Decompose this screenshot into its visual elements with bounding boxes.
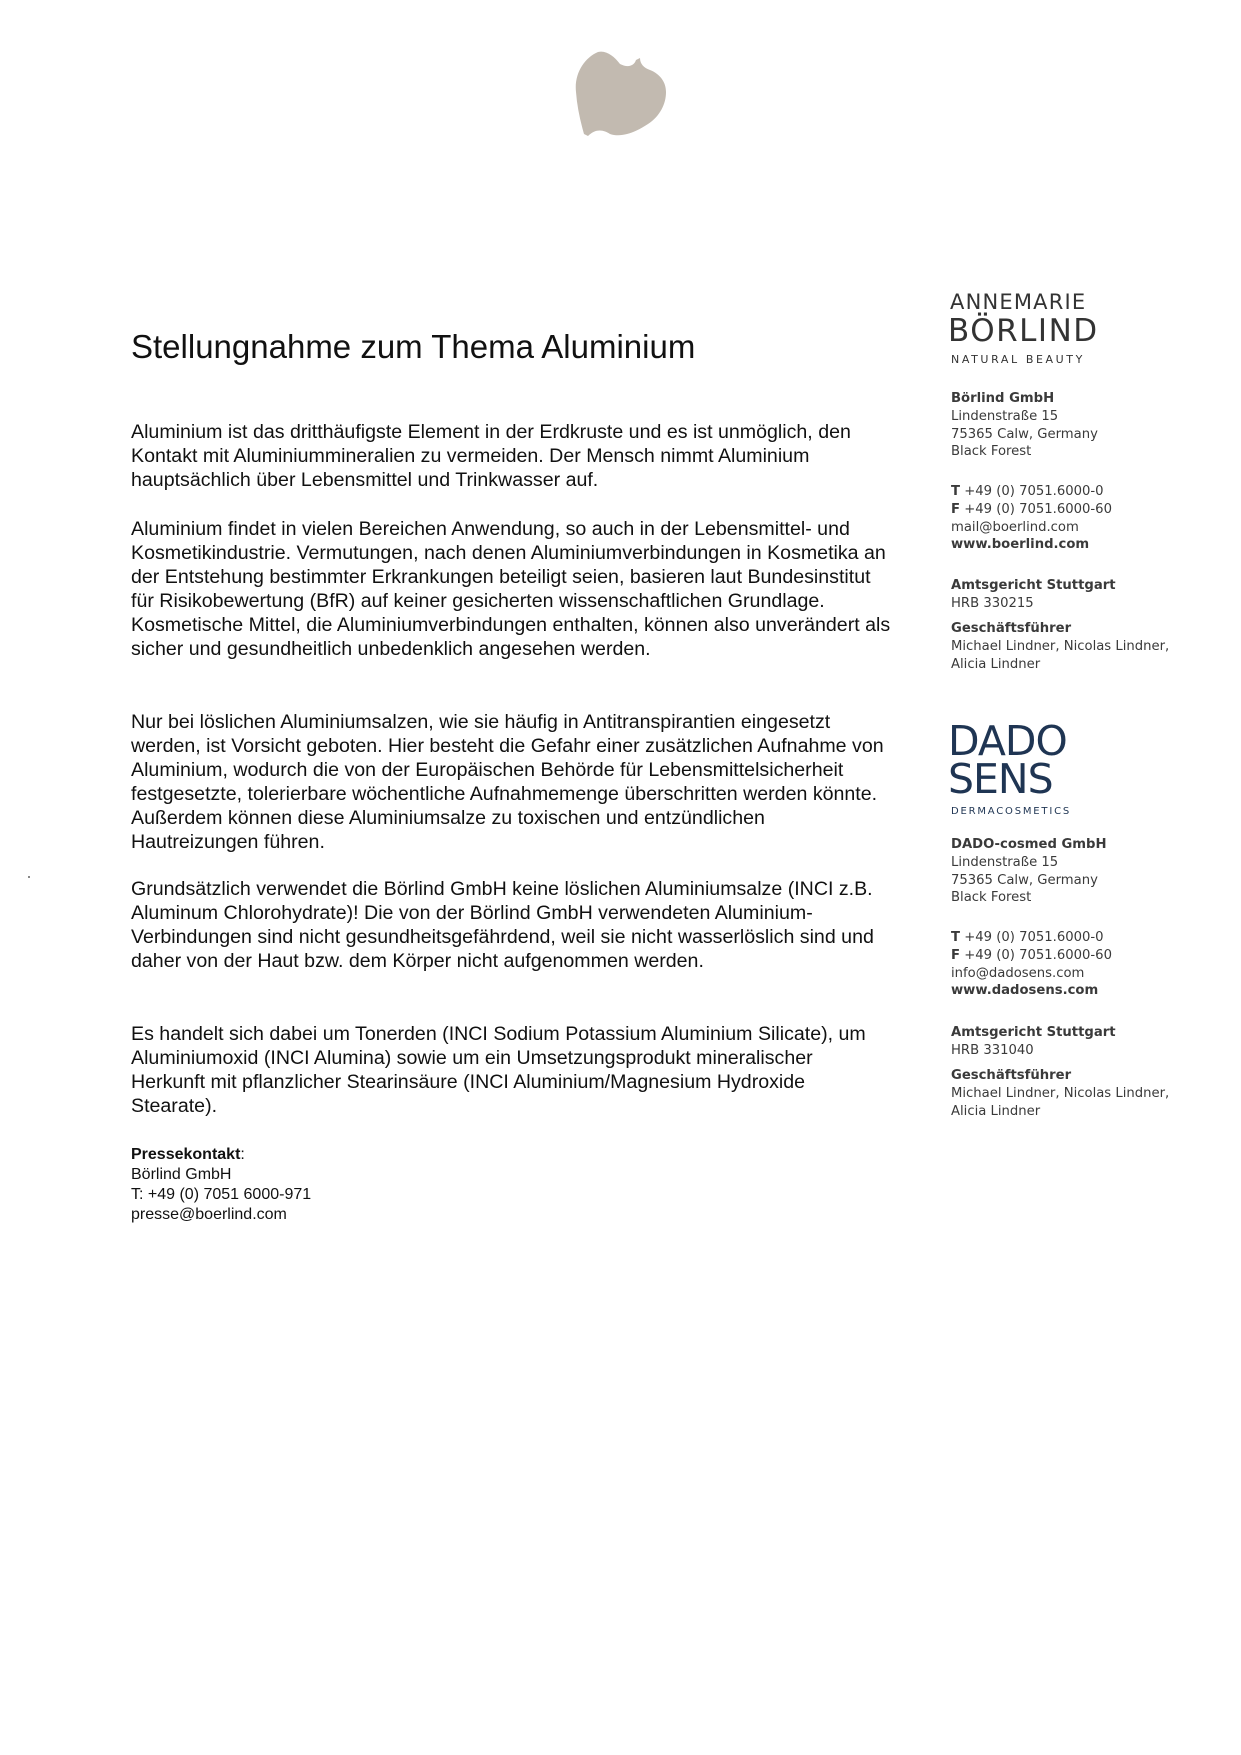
press-contact-email[interactable]: presse@boerlind.com: [131, 1206, 287, 1223]
boerlind-email[interactable]: mail@boerlind.com: [951, 519, 1079, 535]
boerlind-street: Lindenstraße 15: [951, 408, 1059, 424]
dado-website[interactable]: www.dadosens.com: [951, 983, 1099, 999]
press-contact-phone: T: +49 (0) 7051 6000-971: [131, 1186, 312, 1203]
dado-md-line1: Michael Lindner, Nicolas Lindner,: [951, 1085, 1170, 1101]
boerlind-fax-label: F: [951, 501, 961, 517]
press-contact-colon: :: [240, 1146, 245, 1163]
dado-email[interactable]: info@dadosens.com: [951, 965, 1085, 981]
boerlind-brand-line1: ANNEMARIE: [950, 290, 1087, 314]
leaf-logo-icon: [570, 48, 670, 140]
boerlind-hrb: HRB 330215: [951, 595, 1034, 611]
dado-fax-label: F: [951, 947, 961, 963]
dado-address: [951, 836, 1107, 907]
boerlind-md-label: Geschäftsführer: [951, 621, 1072, 636]
page-title: Stellungnahme zum Thema Aluminium: [131, 328, 696, 365]
boerlind-phone: +49 (0) 7051.6000-0: [964, 484, 1104, 499]
boerlind-brand-line2: BÖRLIND: [948, 313, 1099, 349]
dado-tagline: DERMACOSMETICS: [951, 806, 1071, 817]
paragraph: Grundsätzlich verwendet die Börlind GmbH keine löslichen Aluminiumsalze (INCI z.B. Aluminum Chlorohydrate)! Die von der Börlind GmbH verwendeten Aluminium-Verbindungen sind nicht gesundheitsgefährdend, weil sie nicht wasserlöslich sind und daher von der Haut bzw. dem Körper nicht aufgenommen werden.: [131, 878, 874, 972]
boerlind-court: Amtsgericht Stuttgart: [951, 578, 1116, 593]
dado-company: DADO-cosmed GmbH: [951, 837, 1107, 852]
boerlind-company: Börlind GmbH: [951, 391, 1055, 406]
stray-mark: [28, 876, 30, 878]
dado-phone-label: T: [951, 930, 960, 945]
dado-contact: [951, 929, 1112, 1000]
boerlind-tagline: NATURAL BEAUTY: [951, 353, 1085, 366]
press-contact-company: Börlind GmbH: [131, 1166, 232, 1183]
press-contact: [131, 1145, 311, 1225]
dado-court: Amtsgericht Stuttgart: [951, 1025, 1116, 1040]
paragraph: Es handelt sich dabei um Tonerden (INCI Sodium Potassium Aluminium Silicate), um Aluminiumoxid (INCI Alumina) sowie um ein Umsetzungsprodukt mineralischer Herkunft mit pflanzlicher Stearinsäure (INCI Aluminium/Magnesium Hydroxide Stearate).: [131, 1023, 866, 1117]
dado-brand-line1: DADO: [948, 717, 1067, 765]
dado-brand-line2: SENS: [948, 755, 1053, 803]
boerlind-phone-label: T: [951, 484, 960, 499]
boerlind-contact: [951, 483, 1112, 554]
boerlind-management: [951, 620, 1169, 673]
dado-city: 75365 Calw, Germany: [951, 872, 1098, 888]
boerlind-website[interactable]: www.boerlind.com: [951, 537, 1090, 553]
paragraph: Aluminium ist das dritthäufigste Element in der Erdkruste und es ist unmöglich, den Kontakt mit Aluminiummineralien zu vermeiden. Der Mensch nimmt Aluminium hauptsächlich über Lebensmittel und Trinkwasser auf.: [131, 421, 851, 491]
dado-management: [951, 1067, 1169, 1120]
paragraph: Aluminium findet in vielen Bereichen Anwendung, so auch in der Lebensmittel- und Kosmetikindustrie. Vermutungen, nach denen Aluminiumverbindungen in Kosmetika an der Entstehung bestimmter Erkrankungen beteiligt seien, basieren laut Bundesinstitut für Risikobewertung (BfR) auf keiner gesicherten wissenschaftlichen Grundlage. Kosmetische Mittel, die Aluminiumverbindungen enthalten, können also unverändert als sicher und gesundheitlich unbedenklich angesehen werden.: [131, 518, 891, 660]
boerlind-register: [951, 577, 1116, 613]
dado-md-line2: Alicia Lindner: [951, 1103, 1041, 1119]
dado-md-label: Geschäftsführer: [951, 1068, 1072, 1083]
dado-region: Black Forest: [951, 890, 1032, 906]
boerlind-region: Black Forest: [951, 444, 1032, 460]
dado-phone: +49 (0) 7051.6000-0: [964, 930, 1104, 945]
press-contact-heading: Pressekontakt: [131, 1146, 241, 1163]
boerlind-address: [951, 390, 1098, 461]
dado-fax: +49 (0) 7051.6000-60: [964, 947, 1112, 963]
dado-hrb: HRB 331040: [951, 1042, 1034, 1058]
dado-register: [951, 1024, 1116, 1060]
boerlind-md-line1: Michael Lindner, Nicolas Lindner,: [951, 638, 1170, 654]
boerlind-md-line2: Alicia Lindner: [951, 656, 1041, 672]
boerlind-fax: +49 (0) 7051.6000-60: [964, 501, 1112, 517]
dado-street: Lindenstraße 15: [951, 854, 1059, 870]
paragraph: Nur bei löslichen Aluminiumsalzen, wie sie häufig in Antitranspirantien eingesetzt werden, ist Vorsicht geboten. Hier besteht die Gefahr einer zusätzlichen Aufnahme von Aluminium, wodurch die von der Europäischen Behörde für Lebensmittelsicherheit festgesetzte, tolerierbare wöchentliche Aufnahmemenge überschritten werden könnte. Außerdem können diese Aluminiumsalze zu toxischen und entzündlichen Hautreizungen führen.: [131, 711, 884, 853]
boerlind-city: 75365 Calw, Germany: [951, 426, 1098, 442]
